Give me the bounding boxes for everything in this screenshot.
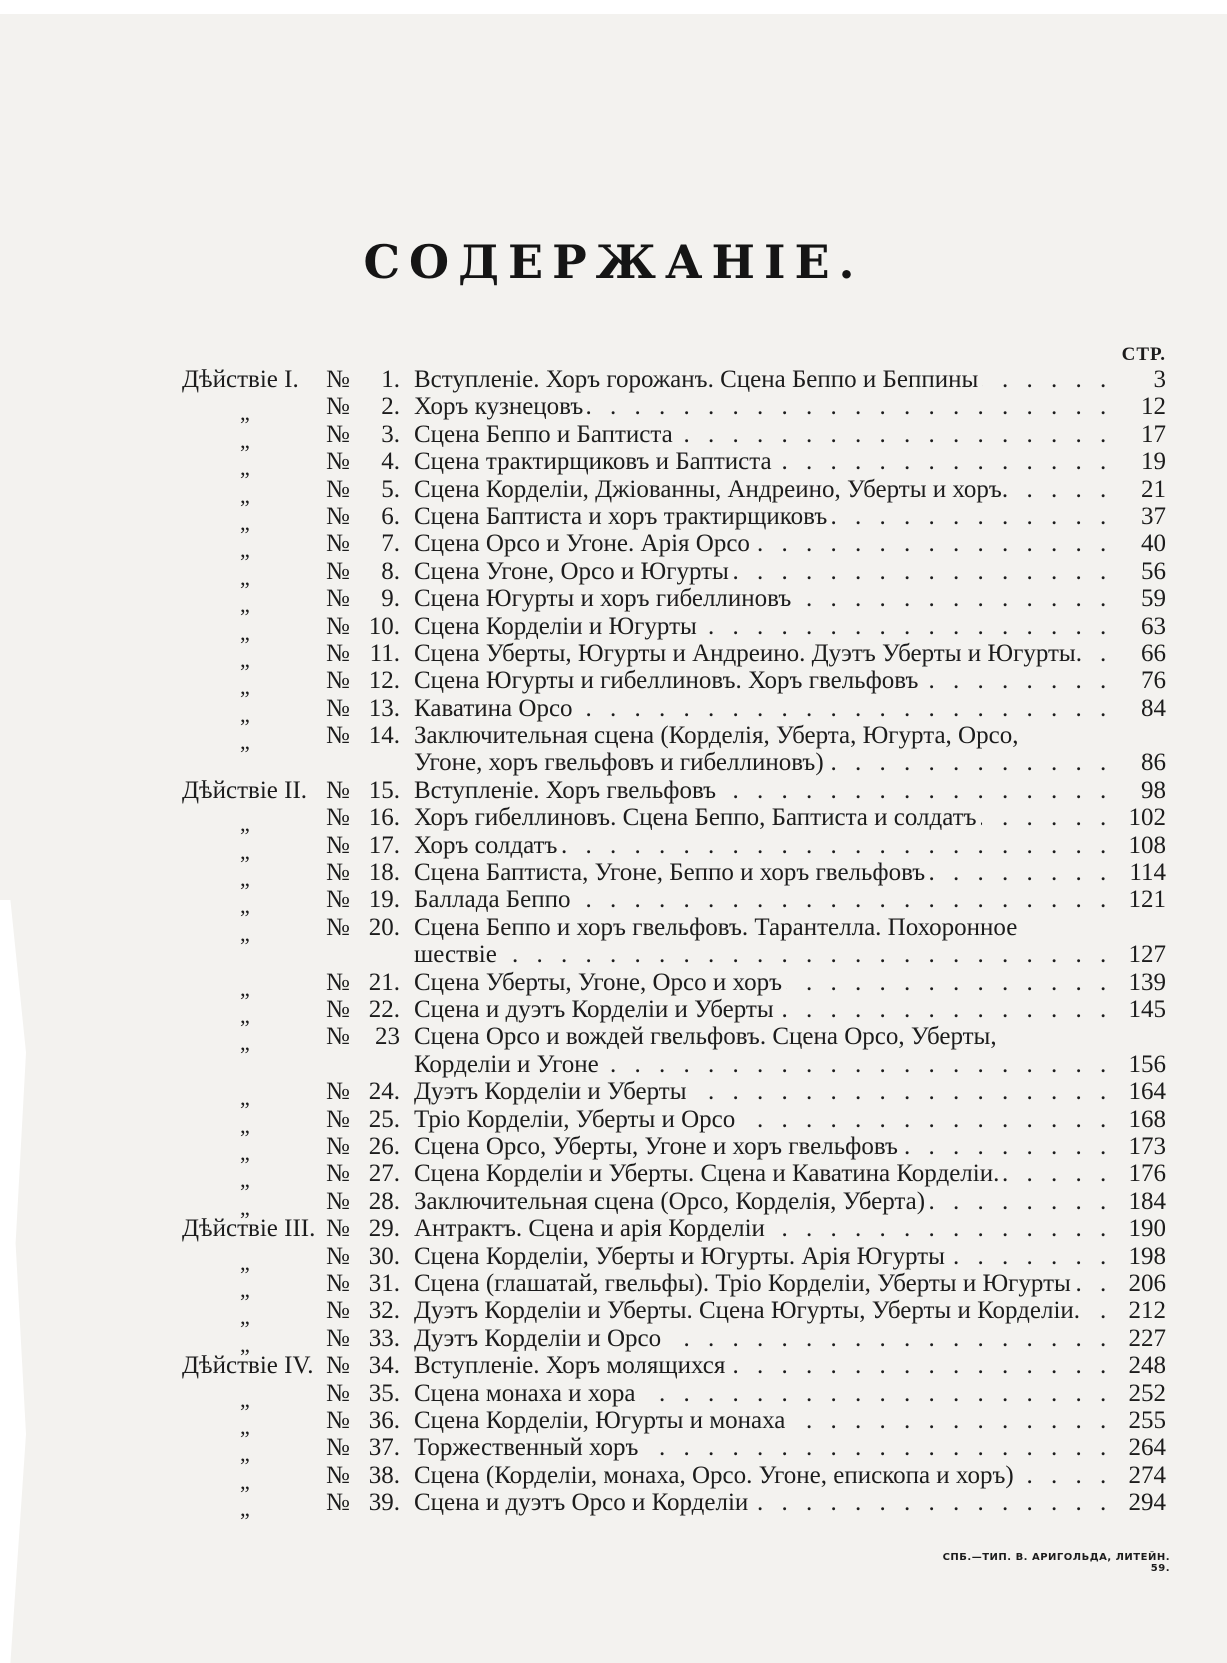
entry-page-number: 294 xyxy=(1110,1489,1166,1516)
number-sign: № xyxy=(326,585,350,613)
entry-title-text: Сцена Угоне, Орсо и Югурты xyxy=(414,558,733,585)
entry-number: 8. xyxy=(381,557,400,585)
entry-number: 39. xyxy=(368,1489,400,1517)
table-of-contents xyxy=(0,366,1227,1522)
entry-number: 11. xyxy=(369,639,400,667)
ditto-mark: „ xyxy=(240,674,250,700)
ditto-mark: „ xyxy=(240,1167,250,1193)
entry-title-text: Сцена Орсо, Уберты, Угоне и хоръ гвельфовъ xyxy=(414,1133,902,1160)
ditto-mark: „ xyxy=(240,701,250,727)
entry-page-number: 139 xyxy=(1110,969,1166,996)
ditto-mark: „ xyxy=(240,729,250,755)
toc-entry xyxy=(0,1406,1227,1439)
act-label: Дѣйствіе III. xyxy=(182,1215,316,1243)
entry-page-number: 19 xyxy=(1110,448,1166,475)
entry-title xyxy=(414,1352,1114,1379)
entry-title xyxy=(414,804,1114,831)
entry-number: 1. xyxy=(381,366,400,393)
toc-entry xyxy=(0,1105,1227,1138)
entry-page-number: 121 xyxy=(1110,886,1166,913)
ditto-mark: „ xyxy=(240,1276,250,1302)
entry-number: 17. xyxy=(368,831,400,859)
entry-page-number: 176 xyxy=(1110,1160,1166,1187)
entry-number: 10. xyxy=(368,612,400,640)
number-sign: № xyxy=(326,722,350,750)
entry-page-number: 127 xyxy=(1110,941,1166,968)
entry-title xyxy=(414,1270,1114,1297)
entry-title-text: Вступленіе. Хоръ горожанъ. Сцена Беппо и Беппины xyxy=(414,366,982,393)
toc-entry xyxy=(0,1324,1227,1357)
entry-title-text: Сцена Орсо и Угоне. Арія Орсо xyxy=(414,530,754,557)
entry-title-text: Хоръ гибеллиновъ. Сцена Беппо, Баптиста и солдатъ xyxy=(414,804,981,831)
toc-entry xyxy=(0,1297,1227,1330)
entry-number: 27. xyxy=(368,1160,400,1188)
entry-title xyxy=(414,1023,1114,1050)
act-label: Дѣйствіе IV. xyxy=(182,1352,314,1380)
entry-title-text: Сцена Корделіи и Югурты xyxy=(414,613,701,640)
entry-title-continued xyxy=(414,749,1114,776)
entry-title-continued-text: Угоне, хоръ гвельфовъ и гибеллиновъ) xyxy=(414,749,828,776)
entry-title-text: Сцена Беппо и Баптиста xyxy=(414,421,677,448)
entry-number: 31. xyxy=(368,1269,400,1297)
number-sign: № xyxy=(326,366,350,393)
entry-title-text: Сцена Югурты и хоръ гибеллиновъ xyxy=(414,585,795,612)
entry-title xyxy=(414,558,1114,585)
entry-title-text: Сцена Корделіи, Югурты и монаха xyxy=(414,1407,789,1434)
entry-number: 23 xyxy=(375,1023,400,1051)
entry-page-number: 3 xyxy=(1110,366,1166,393)
entry-title xyxy=(414,1215,1114,1242)
number-sign: № xyxy=(326,1187,350,1215)
entry-title-text: Торжественный хоръ xyxy=(414,1434,643,1461)
entry-page-number: 12 xyxy=(1110,393,1166,420)
toc-entry xyxy=(0,914,1227,969)
entry-title-text: Тріо Корделіи, Уберты и Орсо xyxy=(414,1106,739,1133)
entry-title xyxy=(414,969,1114,996)
entry-page-number: 252 xyxy=(1110,1380,1166,1407)
toc-entry xyxy=(0,1215,1227,1242)
entry-title-text: Вступленіе. Хоръ молящихся xyxy=(414,1352,729,1379)
entry-title xyxy=(414,859,1114,886)
entry-page-number: 37 xyxy=(1110,503,1166,530)
entry-page-number: 184 xyxy=(1110,1188,1166,1215)
entry-number: 24. xyxy=(368,1078,400,1106)
entry-number: 38. xyxy=(368,1461,400,1489)
number-sign: № xyxy=(326,1023,350,1051)
entry-title xyxy=(414,613,1114,640)
entry-title xyxy=(414,914,1114,941)
toc-entry xyxy=(0,1379,1227,1412)
number-sign: № xyxy=(326,1489,350,1517)
entry-page-number: 264 xyxy=(1110,1434,1166,1461)
number-sign: № xyxy=(326,996,350,1024)
entry-number: 21. xyxy=(368,968,400,996)
ditto-mark: „ xyxy=(240,1331,250,1357)
number-sign: № xyxy=(326,1105,350,1133)
entry-title xyxy=(414,1160,1114,1187)
entry-title xyxy=(414,366,1114,393)
entry-title xyxy=(414,695,1114,722)
entry-number: 15. xyxy=(368,776,400,804)
entry-page-number: 156 xyxy=(1110,1051,1166,1078)
ditto-mark: „ xyxy=(240,975,250,1001)
act-label: Дѣйствіе I. xyxy=(182,366,299,393)
number-sign: № xyxy=(326,1242,350,1270)
toc-entry xyxy=(0,366,1227,393)
entry-page-number: 227 xyxy=(1110,1325,1166,1352)
entry-number: 5. xyxy=(381,475,400,503)
entry-title-text: Сцена Баптиста и хоръ трактирщиковъ xyxy=(414,503,831,530)
entry-number: 26. xyxy=(368,1132,400,1160)
ditto-mark: „ xyxy=(240,1413,250,1439)
toc-entry xyxy=(0,804,1227,837)
entry-page-number: 40 xyxy=(1110,530,1166,557)
entry-number: 16. xyxy=(368,804,400,832)
ditto-mark: „ xyxy=(240,811,250,837)
entry-page-number: 59 xyxy=(1110,585,1166,612)
entry-page-number: 173 xyxy=(1110,1133,1166,1160)
entry-page-number: 168 xyxy=(1110,1106,1166,1133)
ditto-mark: „ xyxy=(240,646,250,672)
act-label: Дѣйствіе II. xyxy=(182,776,308,804)
ditto-mark: „ xyxy=(240,564,250,590)
entry-number: 18. xyxy=(368,859,400,887)
entry-page-number: 206 xyxy=(1110,1270,1166,1297)
entry-title xyxy=(414,393,1114,420)
toc-entry xyxy=(0,612,1227,645)
toc-entry xyxy=(0,1269,1227,1302)
toc-entry xyxy=(0,1461,1227,1494)
entry-title-text: Заключительная сцена (Корделія, Уберта, Югурта, Орсо, xyxy=(414,722,1022,749)
entry-title-text: Сцена Уберты, Угоне, Орсо и хоръ xyxy=(414,969,786,996)
ditto-mark: „ xyxy=(240,1304,250,1330)
entry-title-text: Заключительная сцена (Орсо, Корделія, Уберта) xyxy=(414,1188,929,1215)
number-sign: № xyxy=(326,886,350,914)
toc-entry xyxy=(0,1434,1227,1467)
toc-entry xyxy=(0,639,1227,672)
toc-entry xyxy=(0,557,1227,590)
number-sign: № xyxy=(326,612,350,640)
entry-title-text: Антрактъ. Сцена и арія Корделіи xyxy=(414,1215,769,1242)
number-sign: № xyxy=(326,557,350,585)
entry-title xyxy=(414,832,1114,859)
toc-entry xyxy=(0,502,1227,535)
toc-entry xyxy=(0,1352,1227,1379)
ditto-mark: „ xyxy=(240,1496,250,1522)
entry-page-number: 114 xyxy=(1110,859,1166,886)
toc-entry xyxy=(0,1023,1227,1078)
ditto-mark: „ xyxy=(240,482,250,508)
entry-title xyxy=(414,476,1114,503)
toc-entry xyxy=(0,393,1227,426)
entry-title-text: Сцена трактирщиковъ и Баптиста xyxy=(414,448,776,475)
entry-number: 29. xyxy=(368,1215,400,1243)
entry-number: 34. xyxy=(368,1352,400,1380)
toc-entry xyxy=(0,996,1227,1029)
entry-number: 3. xyxy=(381,420,400,448)
entry-number: 37. xyxy=(368,1434,400,1462)
entry-title-text: Сцена Югурты и гибеллиновъ. Хоръ гвельфовъ xyxy=(414,667,922,694)
entry-title-text: Сцена Беппо и хоръ гвельфовъ. Тарантелла. Похоронное xyxy=(414,914,1021,941)
entry-title xyxy=(414,530,1114,557)
entry-title-text: Каватина Орсо xyxy=(414,695,577,722)
entry-title-text: Сцена Корделіи и Уберты. Сцена и Каватина Корделіи. xyxy=(414,1160,1003,1187)
toc-entry xyxy=(0,1078,1227,1111)
number-sign: № xyxy=(326,804,350,832)
entry-number: 9. xyxy=(381,585,400,613)
entry-page-number: 108 xyxy=(1110,832,1166,859)
entry-page-number: 274 xyxy=(1110,1462,1166,1489)
number-sign: № xyxy=(326,1352,350,1380)
ditto-mark: „ xyxy=(240,592,250,618)
number-sign: № xyxy=(326,448,350,476)
entry-page-number: 66 xyxy=(1110,640,1166,667)
entry-page-number: 190 xyxy=(1110,1215,1166,1242)
number-sign: № xyxy=(326,1269,350,1297)
entry-title xyxy=(414,1325,1114,1352)
entry-page-number: 76 xyxy=(1110,667,1166,694)
entry-title xyxy=(414,585,1114,612)
entry-title-text: Сцена Корделіи, Джіованны, Андреино, Уберты и хоръ. xyxy=(414,476,1012,503)
toc-entry xyxy=(0,831,1227,864)
entry-page-number: 84 xyxy=(1110,695,1166,722)
entry-title-text: Дуэтъ Корделіи и Орсо xyxy=(414,1325,665,1352)
entry-title xyxy=(414,640,1114,667)
ditto-mark: „ xyxy=(240,893,250,919)
entry-page-number: 212 xyxy=(1110,1297,1166,1324)
entry-page-number: 17 xyxy=(1110,421,1166,448)
number-sign: № xyxy=(326,1406,350,1434)
number-sign: № xyxy=(326,393,350,421)
ditto-mark: „ xyxy=(240,400,250,426)
entry-number: 32. xyxy=(368,1297,400,1325)
number-sign: № xyxy=(326,1324,350,1352)
number-sign: № xyxy=(326,1379,350,1407)
entry-title xyxy=(414,503,1114,530)
number-sign: № xyxy=(326,913,350,941)
entry-title-text: Сцена (Корделіи, монаха, Орсо. Угоне, епископа и хоръ) xyxy=(414,1462,1018,1489)
number-sign: № xyxy=(326,1160,350,1188)
page-column-label: СТР. xyxy=(1121,344,1166,365)
printer-imprint: СПБ.—ТИП. В. АРИГОЛЬДА, ЛИТЕЙН. 59. xyxy=(942,1552,1170,1574)
entry-title-text: Сцена и дуэтъ Орсо и Корделіи xyxy=(414,1489,752,1516)
entry-number: 12. xyxy=(368,667,400,695)
entry-title-continued-text: шествіе xyxy=(414,941,501,968)
number-sign: № xyxy=(326,475,350,503)
entry-title xyxy=(414,448,1114,475)
entry-title xyxy=(414,996,1114,1023)
entry-title-text: Сцена монаха и хора xyxy=(414,1380,639,1407)
toc-entry xyxy=(0,722,1227,777)
entry-page-number: 198 xyxy=(1110,1243,1166,1270)
entry-page-number: 102 xyxy=(1110,804,1166,831)
entry-number: 35. xyxy=(368,1379,400,1407)
entry-title xyxy=(414,1106,1114,1133)
entry-title-text: Хоръ кузнецовъ xyxy=(414,393,587,420)
number-sign: № xyxy=(326,1297,350,1325)
toc-entry xyxy=(0,1187,1227,1220)
entry-title xyxy=(414,1380,1114,1407)
number-sign: № xyxy=(326,1132,350,1160)
number-sign: № xyxy=(326,1215,350,1243)
entry-number: 2. xyxy=(381,393,400,421)
toc-entry xyxy=(0,667,1227,700)
entry-title-text: Дуэтъ Корделіи и Уберты xyxy=(414,1078,691,1105)
entry-title-text: Сцена (глашатай, гвельфы). Тріо Корделіи, Уберты и Югурты xyxy=(414,1270,1075,1297)
entry-number: 30. xyxy=(368,1242,400,1270)
entry-number: 13. xyxy=(368,694,400,722)
toc-entry xyxy=(0,886,1227,919)
ditto-mark: „ xyxy=(240,619,250,645)
ditto-mark: „ xyxy=(240,1139,250,1165)
entry-title-text: Сцена Корделіи, Уберты и Югурты. Арія Югурты xyxy=(414,1243,949,1270)
entry-title xyxy=(414,1243,1114,1270)
ditto-mark: „ xyxy=(240,920,250,946)
entry-title xyxy=(414,1297,1114,1324)
entry-title-text: Сцена и дуэтъ Корделіи и Уберты xyxy=(414,996,778,1023)
entry-title xyxy=(414,777,1114,804)
page-title: СОДЕРЖАНІЕ. xyxy=(363,235,864,289)
entry-title-text: Дуэтъ Корделіи и Уберты. Сцена Югурты, Уберты и Корделіи. xyxy=(414,1297,1084,1324)
toc-entry xyxy=(0,585,1227,618)
toc-entry xyxy=(0,1160,1227,1193)
entry-number: 14. xyxy=(368,722,400,750)
entry-title-text: Сцена Орсо и вождей гвельфовъ. Сцена Орсо, Уберты, xyxy=(414,1023,1001,1050)
entry-title xyxy=(414,1133,1114,1160)
number-sign: № xyxy=(326,502,350,530)
number-sign: № xyxy=(326,694,350,722)
entry-title-text: Баллада Беппо xyxy=(414,886,575,913)
entry-title xyxy=(414,1188,1114,1215)
ditto-mark: „ xyxy=(240,1468,250,1494)
ditto-mark: „ xyxy=(240,1085,250,1111)
entry-number: 20. xyxy=(368,913,400,941)
entry-page-number: 164 xyxy=(1110,1078,1166,1105)
toc-entry xyxy=(0,448,1227,481)
paper-edge-top xyxy=(0,0,1227,14)
number-sign: № xyxy=(326,639,350,667)
entry-page-number: 248 xyxy=(1110,1352,1166,1379)
toc-entry xyxy=(0,530,1227,563)
toc-entry xyxy=(0,475,1227,508)
entry-number: 19. xyxy=(368,886,400,914)
entry-page-number: 255 xyxy=(1110,1407,1166,1434)
ditto-mark: „ xyxy=(240,1386,250,1412)
entry-page-number: 56 xyxy=(1110,558,1166,585)
number-sign: № xyxy=(326,420,350,448)
entry-title xyxy=(414,886,1114,913)
ditto-mark: „ xyxy=(240,1112,250,1138)
entry-title-text: Хоръ солдатъ xyxy=(414,832,561,859)
toc-entry xyxy=(0,420,1227,453)
ditto-mark: „ xyxy=(240,1441,250,1467)
entry-number: 7. xyxy=(381,530,400,558)
toc-entry xyxy=(0,1489,1227,1522)
toc-entry xyxy=(0,1242,1227,1275)
toc-entry xyxy=(0,859,1227,892)
entry-page-number: 21 xyxy=(1110,476,1166,503)
entry-title-text: Сцена Баптиста, Угоне, Беппо и хоръ гвельфовъ xyxy=(414,859,929,886)
toc-entry xyxy=(0,694,1227,727)
entry-page-number: 98 xyxy=(1110,777,1166,804)
ditto-mark: „ xyxy=(240,1030,250,1056)
entry-title xyxy=(414,722,1114,749)
toc-entry xyxy=(0,777,1227,804)
entry-title-text: Вступленіе. Хоръ гвельфовъ xyxy=(414,777,720,804)
entry-title xyxy=(414,1489,1114,1516)
ditto-mark: „ xyxy=(240,1249,250,1275)
number-sign: № xyxy=(326,1461,350,1489)
entry-title xyxy=(414,1407,1114,1434)
entry-page-number: 145 xyxy=(1110,996,1166,1023)
entry-number: 36. xyxy=(368,1406,400,1434)
entry-page-number: 63 xyxy=(1110,613,1166,640)
ditto-mark: „ xyxy=(240,1194,250,1220)
ditto-mark: „ xyxy=(240,866,250,892)
entry-title-text: Сцена Уберты, Югурты и Андреино. Дуэтъ Уберты и Югурты. xyxy=(414,640,1086,667)
entry-number: 22. xyxy=(368,996,400,1024)
entry-title xyxy=(414,1462,1114,1489)
number-sign: № xyxy=(326,776,350,804)
entry-title-continued xyxy=(414,941,1114,968)
number-sign: № xyxy=(326,667,350,695)
toc-entry xyxy=(0,968,1227,1001)
entry-title xyxy=(414,421,1114,448)
number-sign: № xyxy=(326,1434,350,1462)
ditto-mark: „ xyxy=(240,838,250,864)
entry-number: 6. xyxy=(381,502,400,530)
number-sign: № xyxy=(326,1078,350,1106)
number-sign: № xyxy=(326,831,350,859)
entry-number: 4. xyxy=(381,448,400,476)
number-sign: № xyxy=(326,859,350,887)
entry-title xyxy=(414,667,1114,694)
entry-title xyxy=(414,1434,1114,1461)
ditto-mark: „ xyxy=(240,1003,250,1029)
entry-number: 28. xyxy=(368,1187,400,1215)
number-sign: № xyxy=(326,530,350,558)
ditto-mark: „ xyxy=(240,455,250,481)
number-sign: № xyxy=(326,968,350,996)
ditto-mark: „ xyxy=(240,509,250,535)
toc-entry xyxy=(0,1132,1227,1165)
ditto-mark: „ xyxy=(240,427,250,453)
entry-title-continued-text: Корделіи и Угоне xyxy=(414,1051,603,1078)
entry-title-continued xyxy=(414,1051,1114,1078)
entry-number: 33. xyxy=(368,1324,400,1352)
ditto-mark: „ xyxy=(240,537,250,563)
entry-number: 25. xyxy=(368,1105,400,1133)
entry-page-number: 86 xyxy=(1110,749,1166,776)
entry-title xyxy=(414,1078,1114,1105)
